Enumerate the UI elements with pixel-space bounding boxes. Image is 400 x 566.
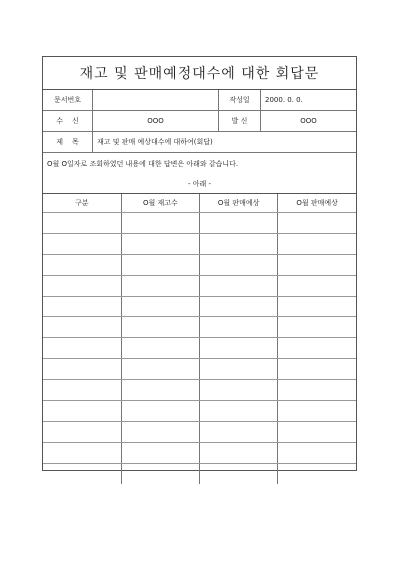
form-title: 재고 및 판매예정대수에 대한 회답문 — [43, 57, 356, 90]
table-row — [43, 296, 356, 317]
table-row — [43, 213, 356, 234]
date-value: 2000. 0. 0. — [265, 96, 303, 104]
table-cell — [121, 338, 199, 359]
table-cell — [278, 338, 356, 359]
table-cell — [43, 463, 121, 483]
table-row — [43, 254, 356, 275]
table-row — [43, 233, 356, 254]
table-cell — [278, 421, 356, 442]
table-cell — [278, 317, 356, 338]
doc-number-label: 문서번호 — [43, 90, 93, 110]
table-cell — [278, 380, 356, 401]
remark-heading: - 아래 - — [43, 175, 356, 194]
table-cell — [121, 254, 199, 275]
doc-info-row — [43, 90, 356, 111]
table-cell — [121, 421, 199, 442]
table-cell — [43, 233, 121, 254]
table-cell — [278, 401, 356, 422]
table-cell — [200, 421, 278, 442]
header-forecast-1: O월 판매예상 — [200, 194, 278, 213]
header-forecast-2: O월 판매예상 — [278, 194, 356, 213]
header-category: 구분 — [43, 194, 121, 213]
date-label: 작성일 — [219, 90, 261, 110]
table-cell — [43, 421, 121, 442]
table-cell — [43, 442, 121, 463]
table-cell — [121, 359, 199, 380]
table-row — [43, 275, 356, 296]
table-cell — [43, 338, 121, 359]
table-cell — [121, 463, 199, 483]
header-stock: O월 재고수 — [121, 194, 199, 213]
table-cell — [121, 296, 199, 317]
items-table — [43, 194, 356, 484]
subject-label: 제 목 — [43, 132, 93, 152]
table-cell — [278, 296, 356, 317]
reply-form — [42, 56, 357, 471]
table-cell — [278, 463, 356, 483]
table-cell — [200, 275, 278, 296]
table-cell — [43, 275, 121, 296]
doc-number-value — [93, 90, 219, 110]
table-row — [43, 421, 356, 442]
table-cell — [278, 233, 356, 254]
table-cell — [278, 213, 356, 234]
table-cell — [200, 317, 278, 338]
table-cell — [43, 401, 121, 422]
table-cell — [121, 380, 199, 401]
table-header-row — [43, 194, 356, 213]
table-cell — [121, 213, 199, 234]
table-cell — [278, 442, 356, 463]
table-row — [43, 359, 356, 380]
table-cell — [200, 401, 278, 422]
subject-value: 재고 및 판매 예상대수에 대하여(회답) — [97, 138, 213, 146]
table-cell — [121, 275, 199, 296]
table-cell — [43, 317, 121, 338]
table-cell — [43, 254, 121, 275]
table-cell — [200, 380, 278, 401]
table-cell — [200, 463, 278, 483]
table-cell — [43, 380, 121, 401]
table-cell — [278, 254, 356, 275]
recipient-value: OOO — [93, 111, 219, 131]
table-row — [43, 338, 356, 359]
table-cell — [200, 254, 278, 275]
table-row — [43, 380, 356, 401]
table-row — [43, 317, 356, 338]
table-cell — [200, 359, 278, 380]
sender-value: OOO — [300, 117, 317, 125]
table-cell — [278, 359, 356, 380]
party-row — [43, 111, 356, 132]
subject-row — [43, 132, 356, 153]
table-cell — [121, 442, 199, 463]
table-cell — [121, 401, 199, 422]
table-cell — [278, 275, 356, 296]
table-row — [43, 442, 356, 463]
table-cell — [43, 359, 121, 380]
intro-text: O월 O일자로 조회하였던 내용에 대한 답변은 아래와 같습니다. — [47, 160, 239, 168]
table-row — [43, 401, 356, 422]
recipient-label: 수 신 — [43, 111, 93, 131]
table-cell — [200, 233, 278, 254]
table-cell — [43, 213, 121, 234]
table-cell — [121, 233, 199, 254]
table-cell — [200, 442, 278, 463]
table-cell — [200, 338, 278, 359]
table-row — [43, 463, 356, 483]
table-cell — [200, 296, 278, 317]
table-cell — [200, 213, 278, 234]
table-cell — [43, 296, 121, 317]
table-cell — [121, 317, 199, 338]
sender-label: 발 신 — [219, 111, 261, 131]
